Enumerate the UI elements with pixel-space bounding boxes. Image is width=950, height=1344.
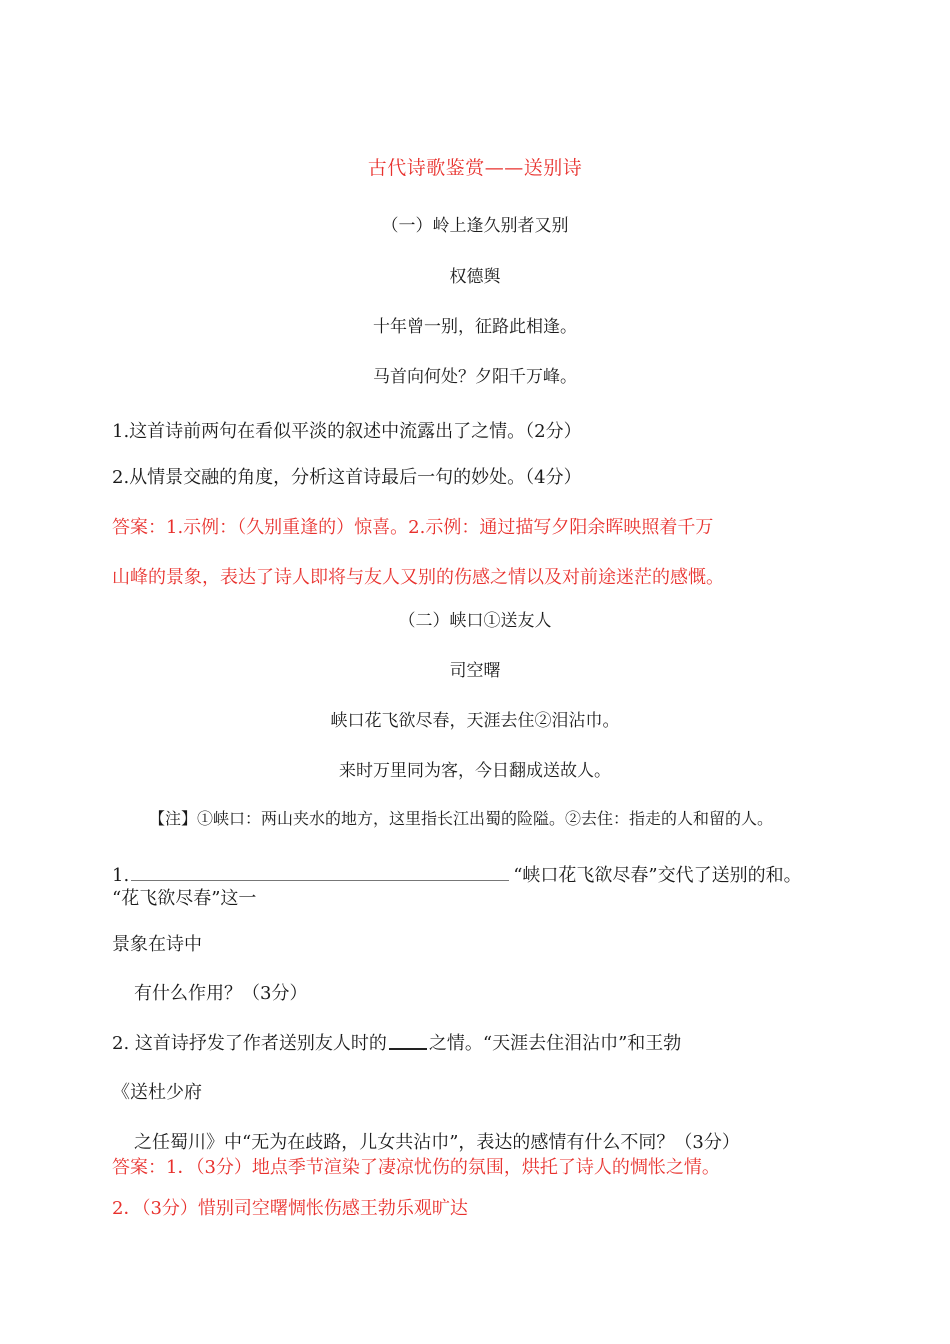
answer1-line-2: 山峰的景象，表达了诗人即将与友人又别的伤感之情以及对前途迷茫的感慨。 xyxy=(112,567,724,588)
question2-2 xyxy=(112,1029,681,1055)
question1-2: 2.从情景交融的角度，分析这首诗最后一句的妙处。（4分） xyxy=(112,467,582,488)
question2-2-prefix: 2. 这首诗抒发了作者送别友人时的 xyxy=(112,1033,387,1054)
question2-2-line-2: 《送杜少府 xyxy=(112,1082,202,1103)
question1-1: 1.这首诗前两句在看似平淡的叙述中流露出了之情。（2分） xyxy=(112,421,582,442)
poem2-note: 【注】①峡口：两山夹水的地方，这里指长江出蜀的险隘。②去住：指走的人和留的人。 xyxy=(149,809,774,828)
poem1-heading: （一）岭上逢久别者又别 xyxy=(381,216,569,236)
poem1-line-1: 十年曾一别，征路此相逢。 xyxy=(373,317,577,337)
question2-1-line-4: 有什么作用？（3分） xyxy=(134,983,308,1004)
page-title: 古代诗歌鉴赏——送别诗 xyxy=(367,157,583,179)
question2-2-suffix: 之情。“天涯去住泪沾巾”和王勃 xyxy=(428,1033,682,1054)
question2-1-line-2: “花飞欲尽春”这一 xyxy=(112,888,257,909)
answer2-line-1: 答案：1．（3分）地点季节渲染了凄凉忧伤的氛围，烘托了诗人的惆怅之情。 xyxy=(112,1157,720,1178)
answer2-line-2: 2．（3分）惜别司空曙惆怅伤感王勃乐观旷达 xyxy=(112,1198,468,1219)
answer-blank[interactable] xyxy=(131,866,509,881)
answer1-line-1: 答案：1.示例：（久别重逢的）惊喜。2.示例：通过描写夕阳余晖映照着千万 xyxy=(112,517,714,538)
answer-blank-short[interactable] xyxy=(389,1038,427,1050)
question2-1-line-3: 景象在诗中 xyxy=(112,934,202,955)
poem2-author: 司空曙 xyxy=(449,661,501,681)
question2-1-text: “峡口花飞欲尽春”交代了送别的和。 xyxy=(513,865,802,886)
poem2-heading: （二）峡口①送友人 xyxy=(398,611,552,631)
poem2-line-2: 来时万里同为客，今日翻成送故人。 xyxy=(339,761,611,781)
question2-2-line-3: 之任蜀川》中“无为在歧路，儿女共沾巾”，表达的感情有什么不同？（3分） xyxy=(134,1132,740,1153)
poem1-author: 权德舆 xyxy=(449,267,501,287)
poem1-line-2: 马首向何处？夕阳千万峰。 xyxy=(373,367,577,387)
poem2-line-1: 峡口花飞欲尽春，天涯去住②泪沾巾。 xyxy=(330,711,620,731)
question2-1-number: 1. xyxy=(112,865,130,886)
